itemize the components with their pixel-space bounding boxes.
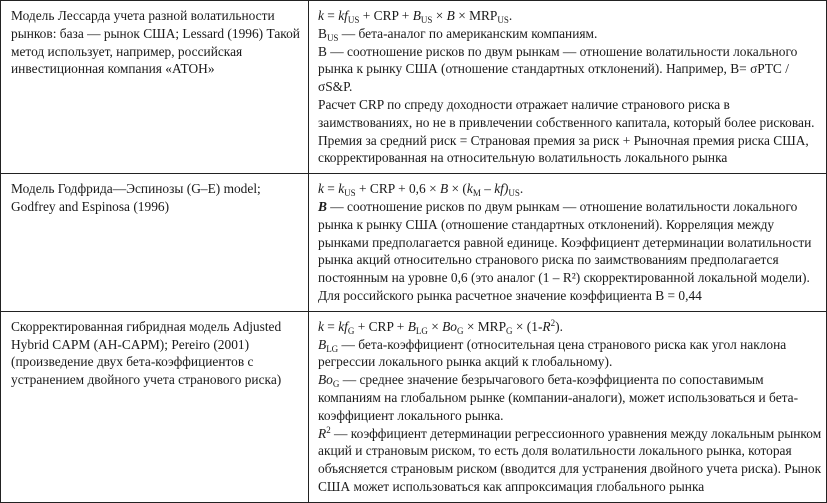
model-name: Скорректированная гибридная модель Adjusted Hybrid CAPM (AH-CAPM); Pereiro (2001) (произведение двух бета-коэффициентов с устранением двойного учета странового риска): [11, 318, 282, 388]
description-line: $B_{US}$ — бета-аналог по американским компаниям.: [318, 25, 598, 43]
table-row-ah-capm: [1, 311, 827, 502]
description-line: Для российского рынка расчетное значение коэффициента B = 0,44: [318, 287, 702, 303]
table-row-lessard: [1, 1, 827, 174]
model-name: Модель Лессарда учета разной волатильности рынков: база — рынок США; Lessard (1996) Такой метод использует, например, российская инвестиционная компания «АТОН»: [11, 8, 300, 77]
formula: $k = kf_{US}$ + CRP + $B_{US} \times B \times MRP_{US}$.: [318, 8, 513, 25]
description-line: Расчет CRP по спреду доходности отражает наличие странового риска в заимствованиях, но не в привлечении собственного капитала, который более рискован.: [318, 96, 815, 130]
model-name-cell: [1, 311, 309, 502]
model-description-cell: [309, 1, 827, 174]
description-line: Премия за средний риск = Страновая премия за риск + Рыночная премия риска США, скорректированная на относительную волатильность локального рынка: [318, 132, 809, 166]
description-line: $B_{LG}$ — бета-коэффициент (относительная цена странового риска как угол наклона регрессии локального рынка акций к глобальному).: [318, 336, 787, 370]
description-line: B — соотношение рисков по двум рынкам — отношение волатильности локального рынка к рынку США (отношение стандартных отклонений). Корреляция между рынками предполагается равной единице. Коэффициент детерминации волатильности рынка акций относительно странового риска по заимствованиям предполагается постоянным на уровне 0,6 (это аналог (1 – R²) скорректированной локальной модели).: [318, 198, 812, 286]
description-line: B — соотношение рисков по двум рынкам — отношение волатильности локального рынка к рынку США (отношение стандартных отклонений). Например, B= σPTC / σS&P.: [318, 43, 798, 95]
formula: $k = k_{US}$ + CRP + $0,6 \times B \times (k_M - kf)_{US}$.: [318, 181, 524, 199]
description-line: $Bo_G$ — среднее значение безрычагового бета-коэффициента по сопоставимым компаниям на глобальном рынке (компании-аналоги), может использоваться и бета-коэффициент локального рынка.: [318, 372, 799, 423]
model-name: Модель Годфрида—Эспинозы (G–E) model; Godfrey and Espinosa (1996): [11, 181, 261, 214]
formula: $k = kf_G$ + CRP + $B_{LG} \times Bo_G \times MRP_G \times (1-R^2)$.: [318, 317, 563, 336]
model-name-cell: [1, 1, 309, 174]
model-name-cell: [1, 174, 309, 312]
description-line: $R^2$ — коэффициент детерминации регрессионного уравнения между локальным рынком акций и страновым риском, то есть доля волатильности локального рынка, которая объясняется страновым риском (вводится для устранения двойного учета риска). Рынок США может использоваться как аппроксимация глобального рынка: [318, 424, 822, 494]
table-row-godfrey-espinosa: [1, 174, 827, 312]
model-description-cell: [309, 311, 827, 502]
model-description-cell: [309, 174, 827, 312]
